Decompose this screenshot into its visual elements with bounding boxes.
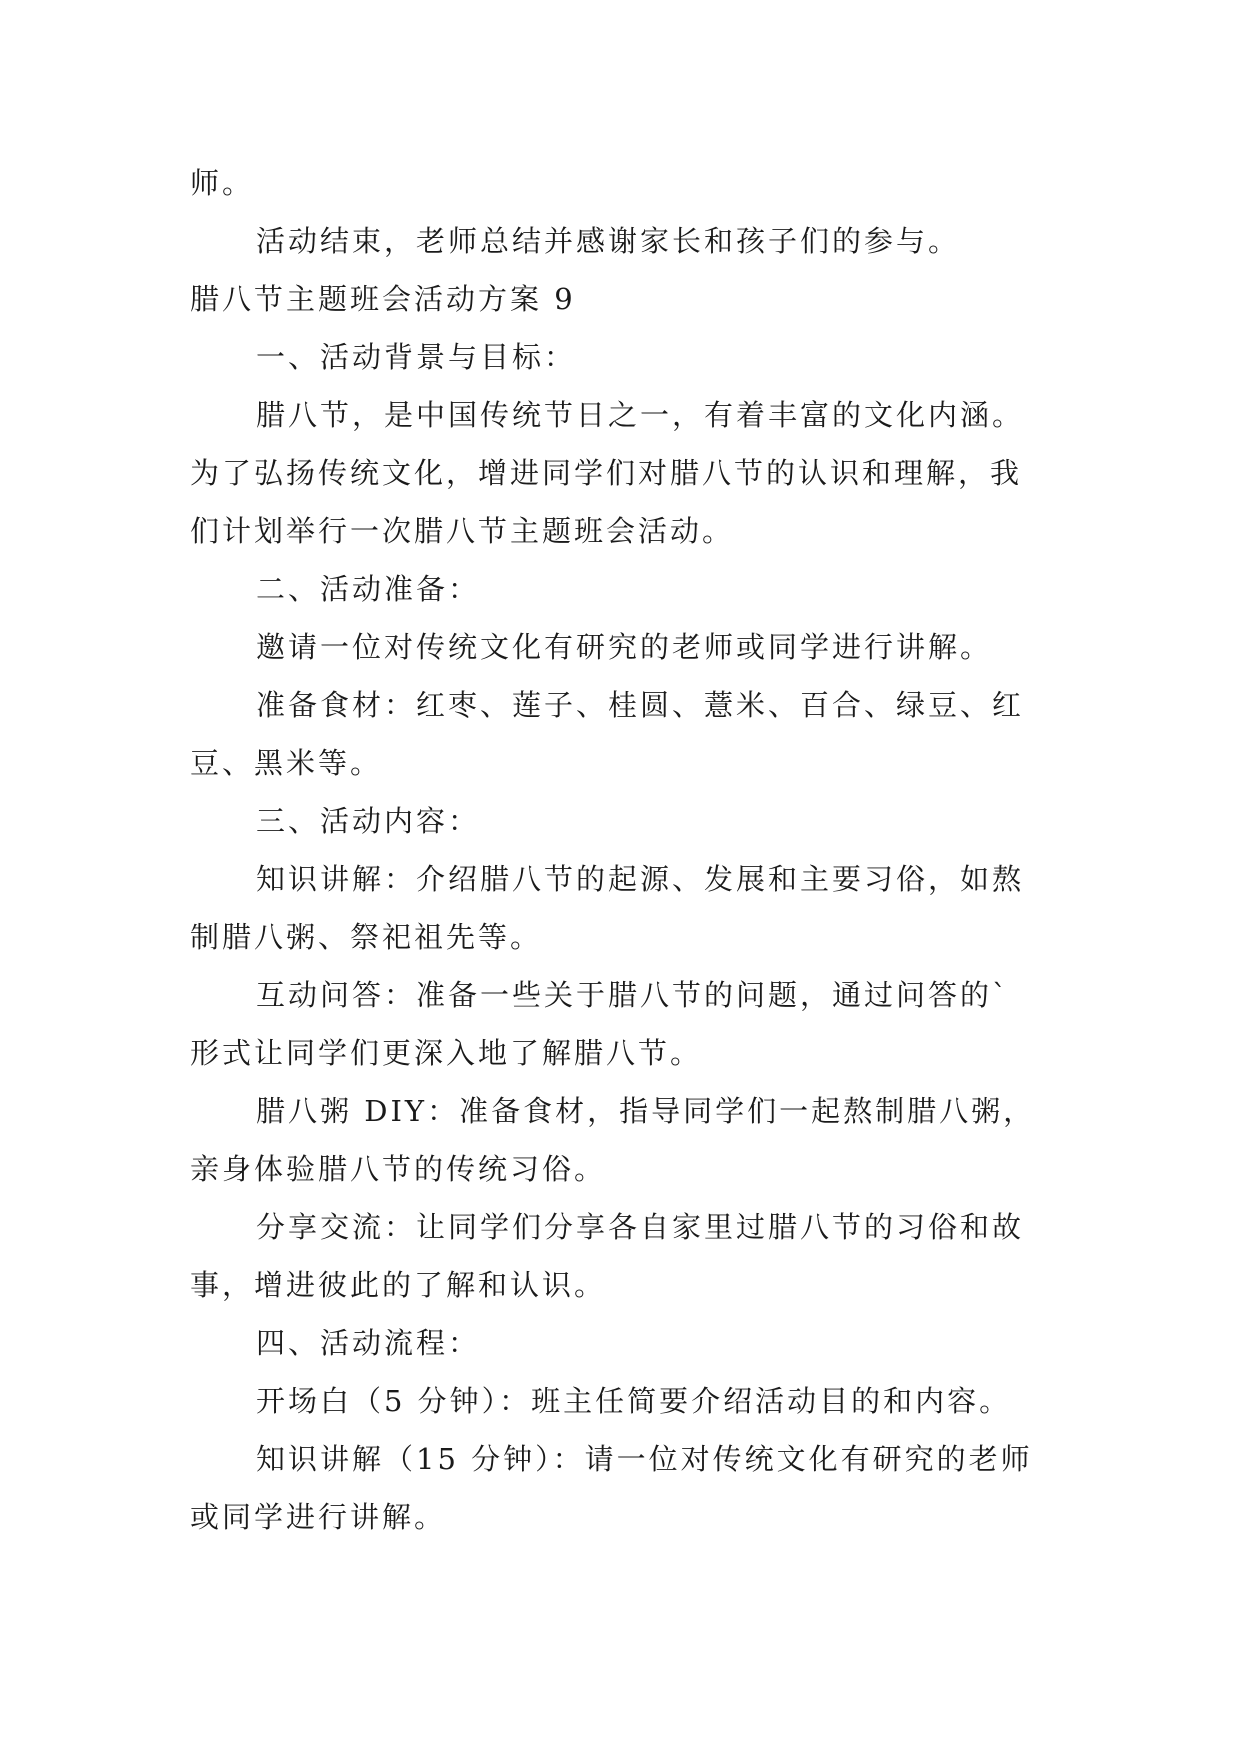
section-title: 腊八节主题班会活动方案 9 — [190, 282, 576, 316]
text-line: 准备食材：红枣、莲子、桂圆、薏米、百合、绿豆、红 — [256, 688, 1025, 722]
text-line: 互动问答：准备一些关于腊八节的问题，通过问答的` — [256, 978, 1010, 1012]
text-line: 知识讲解：介绍腊八节的起源、发展和主要习俗，如熬 — [256, 862, 1025, 896]
text-line: 开场白（5 分钟）：班主任简要介绍活动目的和内容。 — [256, 1384, 1012, 1418]
text-line: 们计划举行一次腊八节主题班会活动。 — [190, 514, 735, 548]
document-body — [190, 154, 1050, 1546]
text-line: 豆、黑米等。 — [190, 746, 383, 780]
section-heading: 三、活动内容： — [256, 804, 481, 838]
text-line: 制腊八粥、祭祀祖先等。 — [190, 920, 543, 954]
section-heading: 一、活动背景与目标： — [256, 340, 577, 374]
text-line: 腊八节，是中国传统节日之一，有着丰富的文化内涵。 — [256, 398, 1025, 432]
text-line: 腊八粥 DIY：准备食材，指导同学们一起熬制腊八粥， — [256, 1094, 1036, 1128]
text-line: 事，增进彼此的了解和认识。 — [190, 1268, 607, 1302]
text-line: 活动结束，老师总结并感谢家长和孩子们的参与。 — [256, 224, 961, 258]
section-heading: 四、活动流程： — [256, 1326, 481, 1360]
text-line: 邀请一位对传统文化有研究的老师或同学进行讲解。 — [256, 630, 993, 664]
text-line: 师。 — [190, 166, 255, 200]
text-line: 知识讲解（15 分钟）：请一位对传统文化有研究的老师 — [256, 1442, 1033, 1476]
section-heading: 二、活动准备： — [256, 572, 481, 606]
text-line: 形式让同学们更深入地了解腊八节。 — [190, 1036, 703, 1070]
text-line: 为了弘扬传统文化，增进同学们对腊八节的认识和理解，我 — [190, 456, 1023, 490]
text-line: 亲身体验腊八节的传统习俗。 — [190, 1152, 607, 1186]
text-line: 或同学进行讲解。 — [190, 1500, 447, 1534]
text-line: 分享交流：让同学们分享各自家里过腊八节的习俗和故 — [256, 1210, 1025, 1244]
